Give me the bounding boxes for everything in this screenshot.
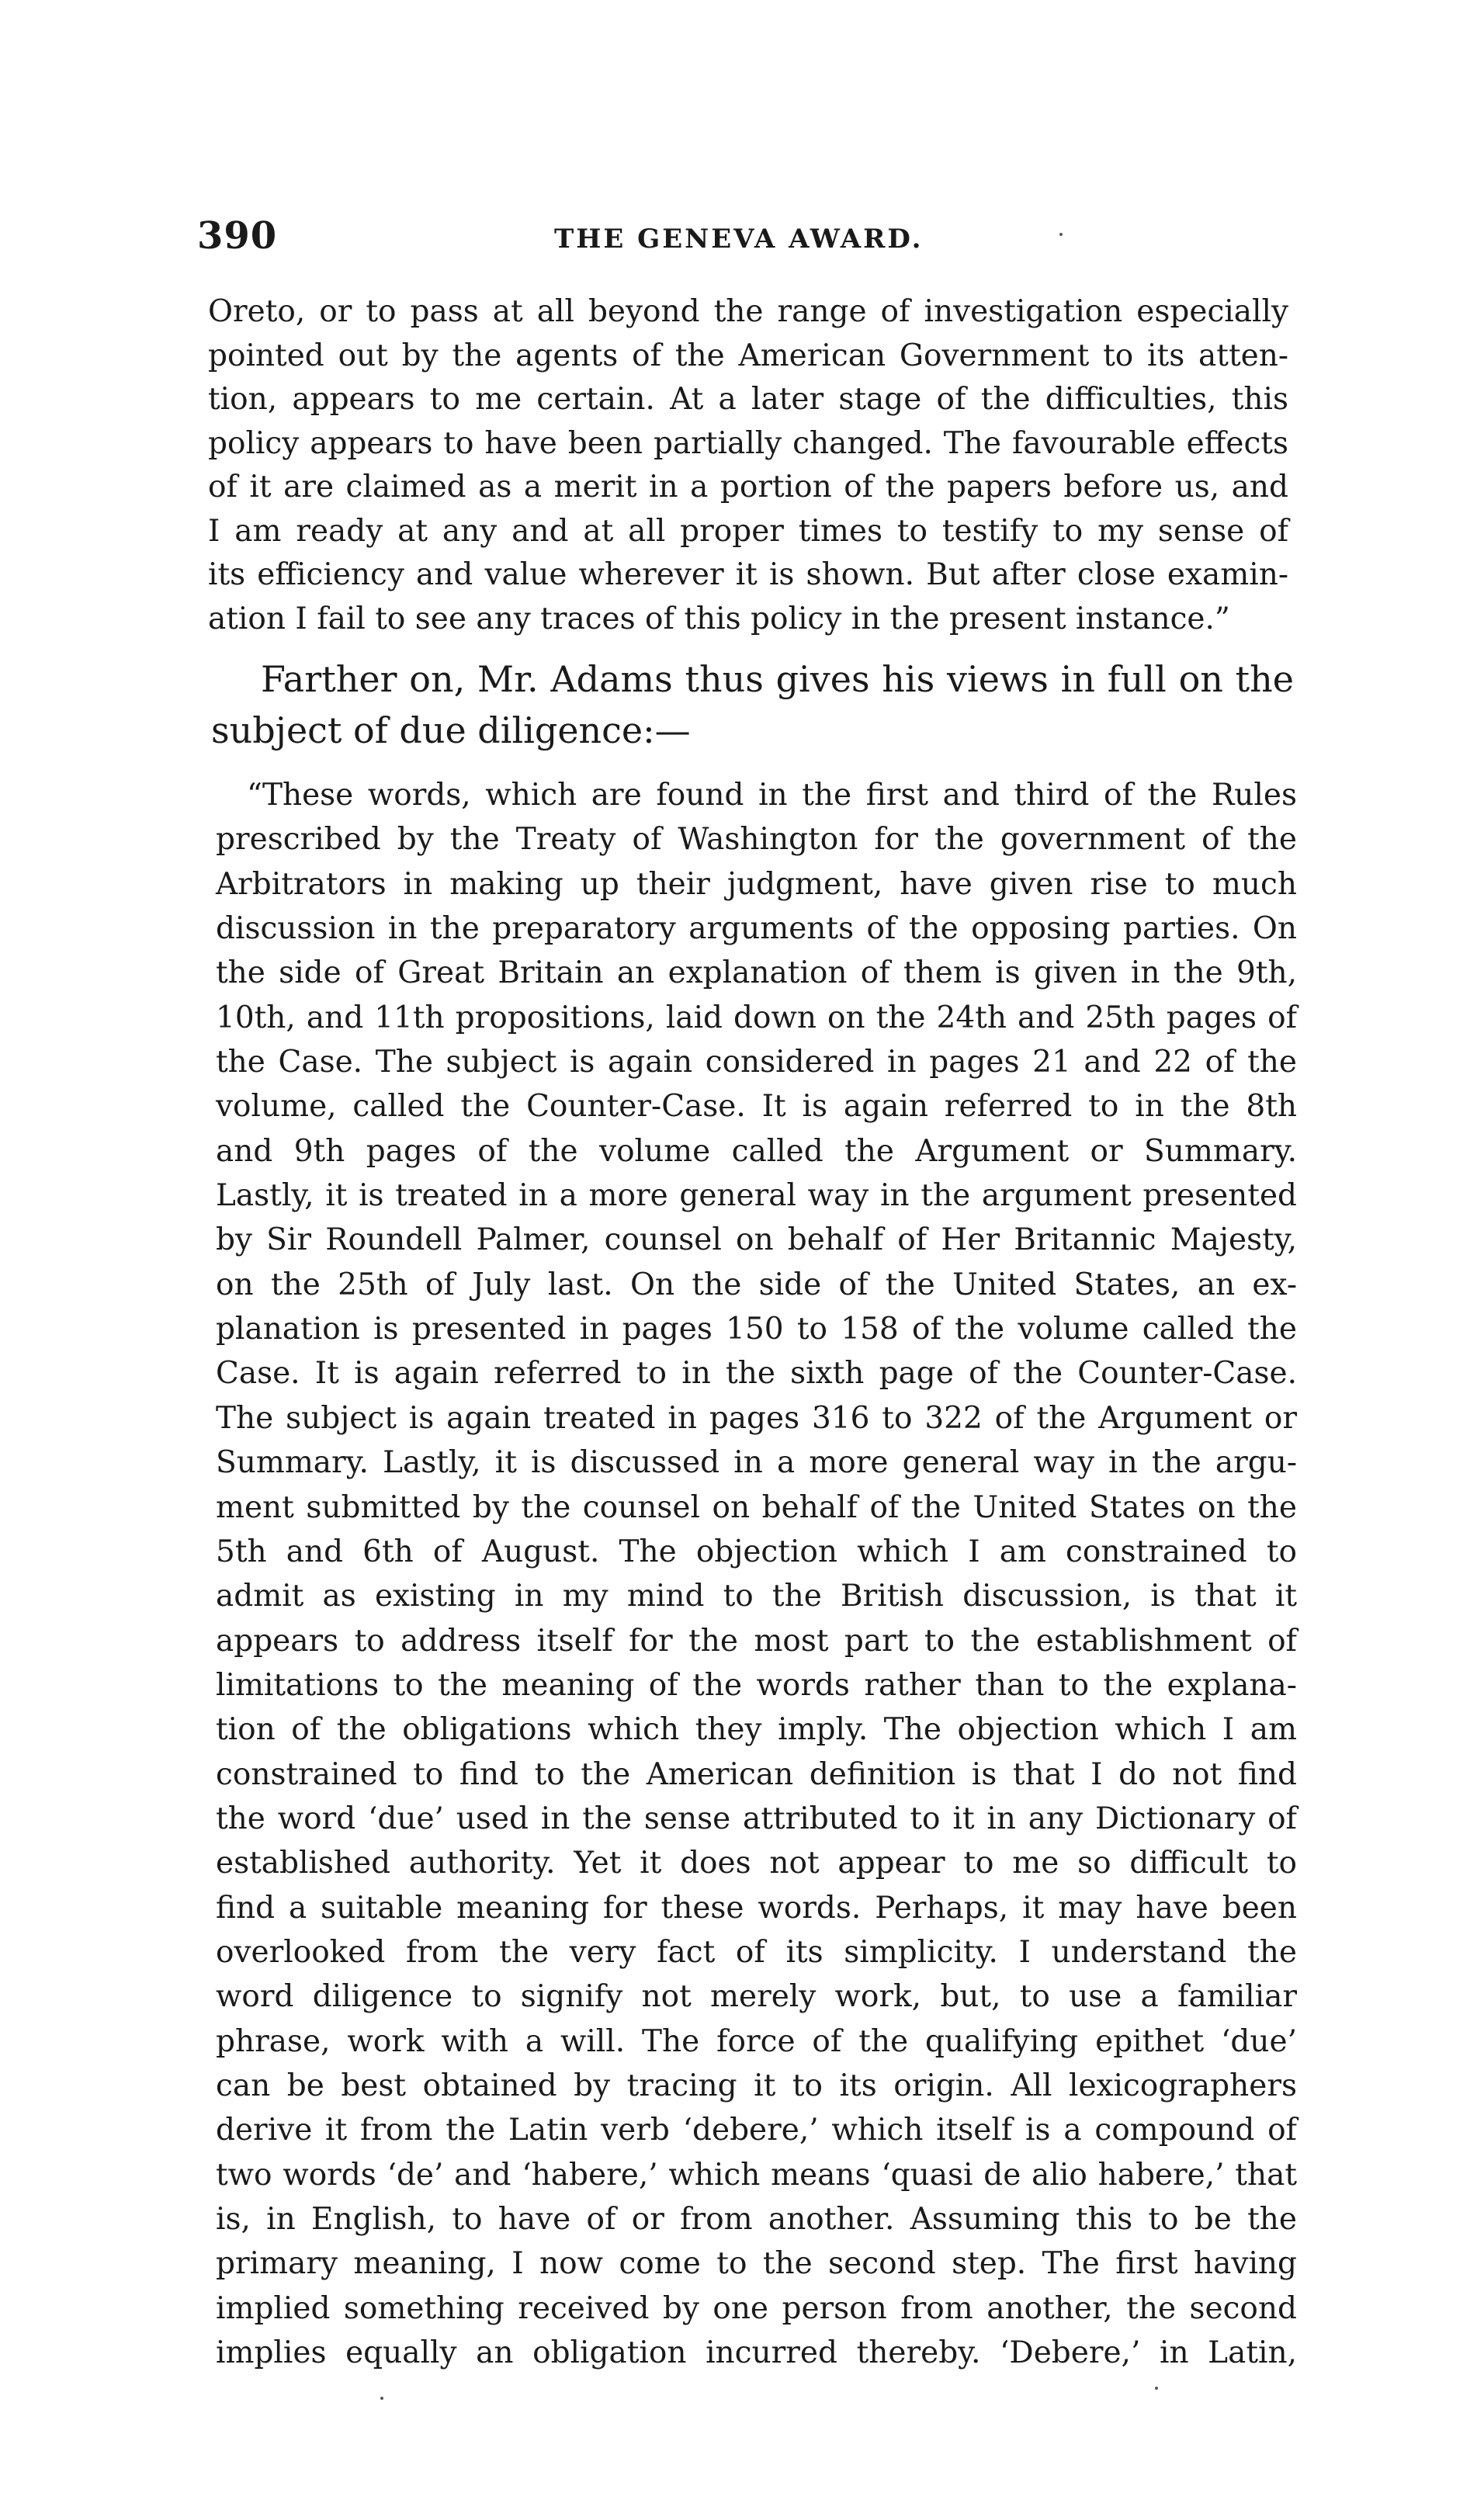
page-number: 390 — [197, 214, 278, 258]
adams-quote-line: Lastly, it is treated in a more general way in the argument presented — [216, 1178, 1297, 1214]
adams-quote-line: 5th and 6th of August. The objection which I am constrained to — [216, 1534, 1297, 1569]
adams-quote-line: limitations to the meaning of the words rather than to the explana- — [216, 1667, 1297, 1703]
adams-quote-line: and 9th pages of the volume called the Argument or Summary. — [216, 1133, 1297, 1169]
adams-quote — [216, 773, 1318, 2375]
adams-quote-line: volume, called the Counter-Case. It is again referred to in the 8th — [216, 1089, 1297, 1125]
adams-quote-line: prescribed by the Treaty of Washington for the government of the — [216, 822, 1297, 858]
quote-continuation-line: its efficiency and value wherever it is shown. But after close examin- — [208, 557, 1288, 592]
quote-continuation-line: pointed out by the agents of the American Government to its atten- — [208, 338, 1288, 373]
adams-quote-line: the Case. The subject is again considered in pages 21 and 22 of the — [216, 1045, 1297, 1080]
adams-quote-line: primary meaning, I now come to the second step. The first having — [216, 2246, 1297, 2282]
quote-continuation-line: policy appears to have been partially changed. The favourable effects — [208, 425, 1288, 461]
adams-quote-line: phrase, work with a will. The force of the qualifying epithet ‘due’ — [216, 2023, 1297, 2059]
adams-quote-line: 10th, and 11th propositions, laid down on the 24th and 25th pages of — [216, 1000, 1297, 1035]
adams-quote-line: established authority. Yet it does not appear to me so difficult to — [216, 1846, 1297, 1881]
adams-quote-line: ment submitted by the counsel on behalf of the United States on the — [216, 1489, 1297, 1525]
adams-quote-line: Case. It is again referred to in the sixth page of the Counter-Case. — [216, 1356, 1297, 1392]
adams-quote-line: admit as existing in my mind to the British discussion, is that it — [216, 1579, 1297, 1614]
intro-line: subject of due diligence:— — [211, 709, 691, 751]
adams-quote-line: derive it from the Latin verb ‘debere,’ which itself is a compound of — [216, 2113, 1297, 2148]
adams-quote-line: implies equally an obligation incurred thereby. ‘Debere,’ in Latin, — [216, 2335, 1297, 2371]
adams-quote-line: discussion in the preparatory arguments of the opposing parties. On — [216, 911, 1297, 947]
adams-quote-line: by Sir Roundell Palmer, counsel on behalf of Her Britannic Majesty, — [216, 1222, 1297, 1258]
print-speck — [1059, 233, 1063, 236]
adams-quote-line: on the 25th of July last. On the side of the United States, an ex- — [216, 1267, 1297, 1302]
quote-continuation-line: ation I fail to see any traces of this policy in the present instance.” — [208, 601, 1230, 636]
adams-quote-line: tion of the obligations which they imply. The objection which I am — [216, 1712, 1297, 1748]
quote-continuation-line: Oreto, or to pass at all beyond the range of investigation especially — [208, 294, 1288, 329]
quote-continuation-line: of it are claimed as a merit in a portion of the papers before us, and — [208, 470, 1288, 504]
adams-quote-line: constrained to find to the American definition is that I do not find — [216, 1756, 1297, 1792]
page-header — [197, 214, 1299, 261]
adams-quote-line: find a suitable meaning for these words. Perhaps, it may have been — [216, 1890, 1297, 1926]
print-speck — [380, 2397, 383, 2400]
adams-quote-line: appears to address itself for the most part to the establishment of — [216, 1623, 1297, 1659]
adams-quote-line: two words ‘de’ and ‘habere,’ which means ‘quasi de alio habere,’ that — [216, 2157, 1297, 2193]
running-title: THE GENEVA AWARD. — [554, 224, 924, 255]
adams-quote-line: is, in English, to have of or from another. Assuming this to be the — [216, 2202, 1297, 2237]
adams-quote-line: overlooked from the very fact of its simplicity. I understand the — [216, 1934, 1297, 1970]
adams-quote-line: Arbitrators in making up their judgment, have given rise to much — [216, 866, 1297, 902]
adams-quote-line: word diligence to signify not merely work, but, to use a familiar — [216, 1979, 1297, 2015]
intro-paragraph — [211, 654, 1313, 756]
quote-continuation — [208, 290, 1310, 641]
adams-quote-line: the word ‘due’ used in the sense attributed to it in any Dictionary of — [216, 1801, 1297, 1836]
quote-continuation-line: I am ready at any and at all proper times to testify to my sense of — [208, 513, 1288, 549]
adams-quote-line: “These words, which are found in the first and third of the Rules — [247, 778, 1297, 813]
adams-quote-line: planation is presented in pages 150 to 158 of the volume called the — [216, 1312, 1297, 1347]
adams-quote-line: Summary. Lastly, it is discussed in a more general way in the argu- — [216, 1445, 1297, 1481]
print-speck — [1155, 2387, 1158, 2390]
adams-quote-line: implied something received by one person from another, the second — [216, 2290, 1297, 2326]
intro-line: Farther on, Mr. Adams thus gives his views in full on the — [261, 658, 1294, 700]
quote-continuation-line: tion, appears to me certain. At a later stage of the difficulties, this — [208, 382, 1288, 417]
adams-quote-line: can be best obtained by tracing it to its origin. All lexicographers — [216, 2068, 1297, 2103]
adams-quote-line: the side of Great Britain an explanation of them is given in the 9th, — [216, 955, 1297, 991]
adams-quote-line: The subject is again treated in pages 316 to 322 of the Argument or — [216, 1400, 1297, 1436]
